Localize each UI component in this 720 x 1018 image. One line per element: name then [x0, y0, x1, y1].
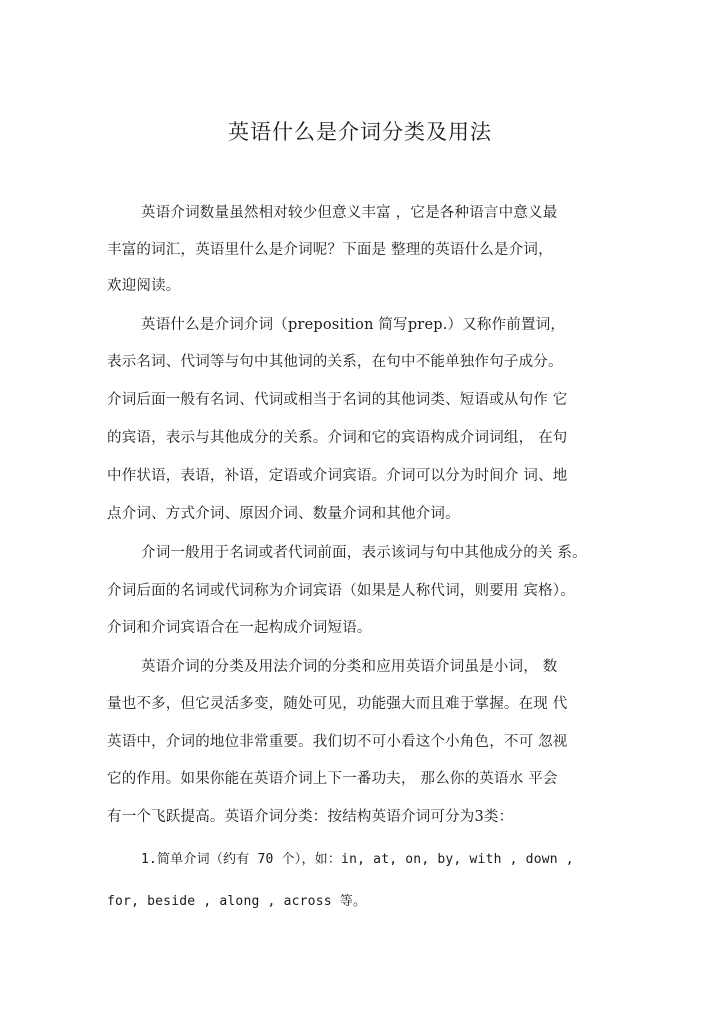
text-line: 介词和介词宾语合在一起构成介词短语。: [107, 620, 372, 636]
text-line: 点介词、方式介词、原因介词、数量介词和其他介词。: [107, 506, 460, 522]
text-line: 有一个飞跃提高。英语介词分类：按结构英语介词可分为3类：: [107, 809, 514, 825]
text-line: 它的作用。如果你能在英语介词上下一番功夫， 那么你的英语水 平会: [107, 771, 558, 787]
text-line: 量也不多，但它灵活多变，随处可见，功能强大而且难于掌握。在现 代: [107, 696, 568, 712]
text-line: 欢迎阅读。: [107, 278, 181, 294]
list-item: 1.简单介词（约有 70 个），如：in, at, on, by, with , down ,: [141, 852, 574, 867]
text-line: 的宾语，表示与其他成分的关系。介词和它的宾语构成介词词组， 在句: [107, 430, 568, 446]
text-line: 表示名词、代词等与句中其他词的关系，在句中不能单独作句子成分。: [107, 354, 563, 370]
text-line: 介词一般用于名词或者代词前面，表示该词与句中其他成分的关 系。: [141, 545, 587, 561]
text-line: 英语中，介词的地位非常重要。我们切不可小看这个小角色，不可 忽视: [107, 734, 568, 750]
text-line: 英语介词的分类及用法介词的分类和应用英语介词虽是小词， 数: [141, 659, 558, 675]
text-line: 英语介词数量虽然相对较少但意义丰富 ，它是各种语言中意义最: [141, 205, 558, 221]
text-line: 介词后面一般有名词、代词或相当于名词的其他词类、短语或从句作 它: [107, 392, 568, 408]
text-line: 介词后面的名词或代词称为介词宾语（如果是人称代词，则要用 宾格）。: [107, 583, 575, 599]
text-line: 英语什么是介词介词（preposition 简写prep.）又称作前置词，: [141, 317, 566, 333]
text-line: 中作状语，表语，补语，定语或介词宾语。介词可以分为时间介 词、地: [107, 468, 568, 484]
list-item-continuation: for, beside , along , across 等。: [107, 894, 367, 909]
document-title: 英语什么是介词分类及用法: [228, 120, 492, 144]
text-line: 丰富的词汇，英语里什么是介词呢？下面是 整理的英语什么是介词，: [107, 242, 553, 258]
